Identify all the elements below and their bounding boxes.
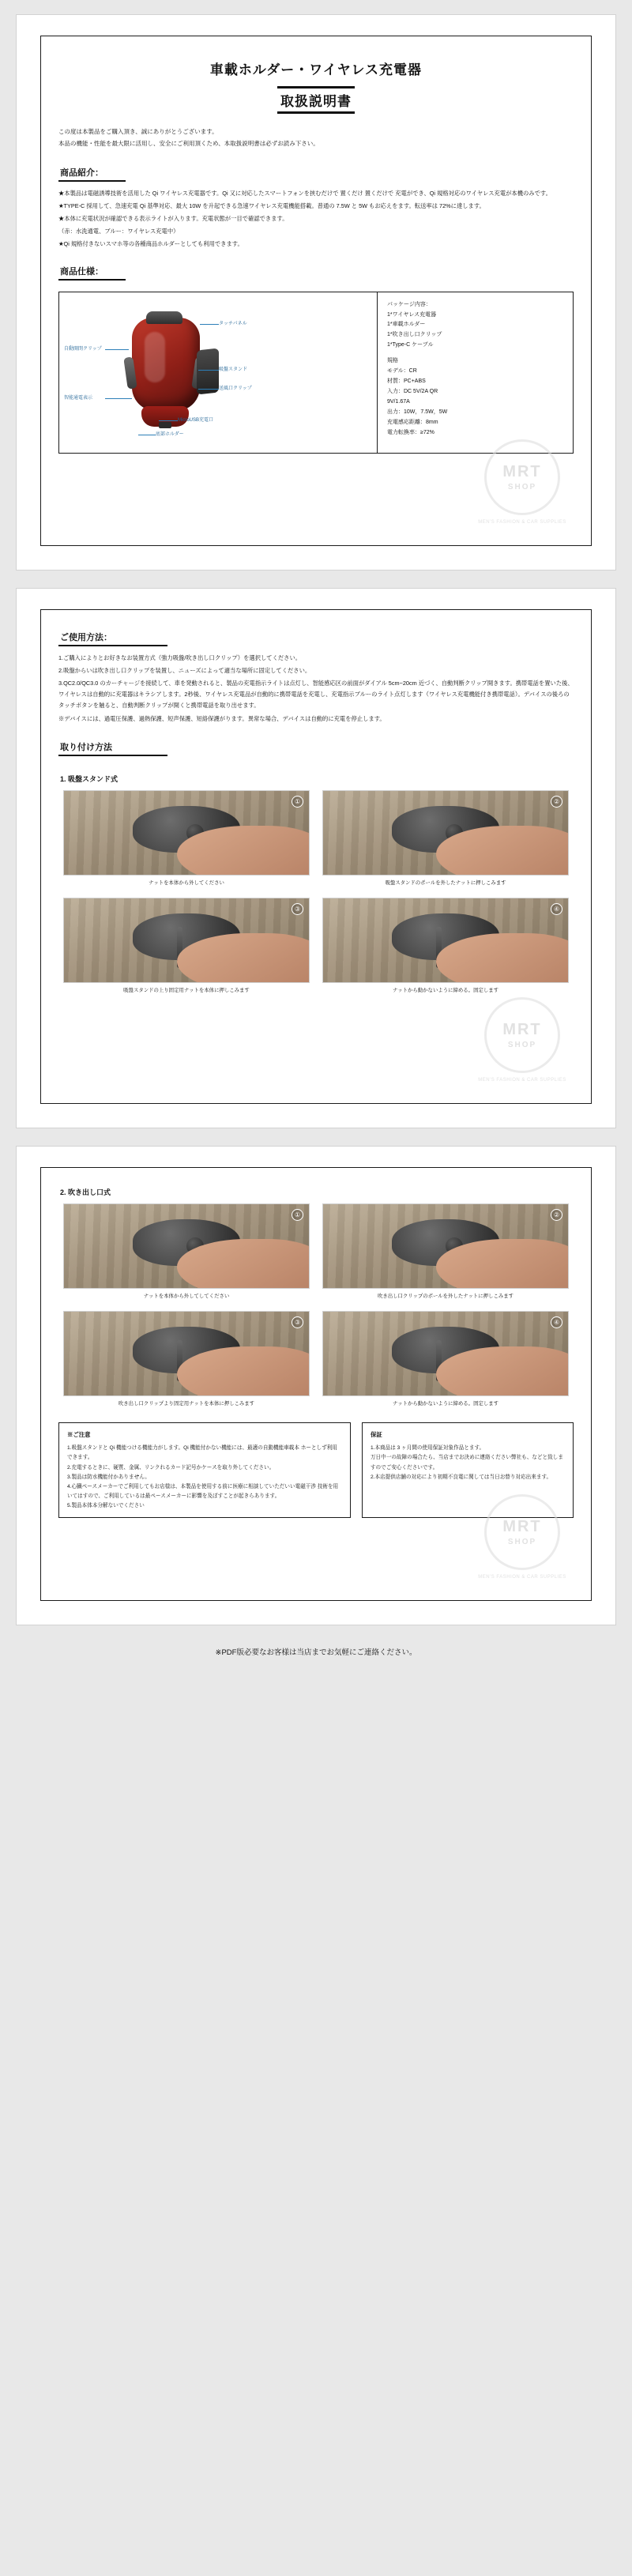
step-photo [322, 790, 569, 876]
step-item [63, 1311, 310, 1409]
step-caption: ナットから動かないように締める。固定します [392, 987, 499, 993]
step-item [322, 790, 569, 888]
step-number: ③ [292, 903, 303, 915]
step-number: ① [292, 796, 303, 808]
lead-paragraph [58, 126, 574, 150]
step-item [322, 1311, 569, 1409]
watermark-line2: SHOP [507, 482, 537, 491]
package-item-0: 1*ワイヤレス充電器 [387, 311, 437, 318]
page-1 [16, 14, 616, 571]
product-figure [59, 292, 378, 453]
charger-body [132, 318, 200, 411]
spec-box [58, 292, 574, 454]
figure-label-6: 底部ホルダー [156, 430, 184, 437]
usage-para-1: 1.ご購入によりとお好きなお装置方式（強力吸盤/吹き出し口クリップ）を選択してください。 [58, 653, 302, 661]
step-caption: 吹き出し口クリップより固定用ナットを本体に押しこみます [118, 1400, 255, 1407]
hand-shape [177, 1239, 310, 1288]
step-number: ④ [551, 1316, 562, 1328]
watermark-logo [484, 439, 560, 515]
install-section-2-title: 2. 吹き出し口式 [60, 1188, 111, 1196]
intro-para-5: ★Qi 規格付きないスマホ等の各種商品ホルダーとしても利用できます。 [58, 240, 243, 248]
step-caption: ナットを本体から外してしてください [143, 1293, 230, 1299]
hand-shape [177, 826, 310, 875]
watermark-3 [476, 1494, 569, 1580]
intro-para-4: （赤：水洗通電、ブルー：ワイヤレス充電中） [58, 228, 179, 235]
figure-label-1: 自動開閉クリップ [64, 345, 102, 352]
figure-leader-3 [198, 389, 219, 390]
top-clip [146, 311, 182, 324]
detail-item-2: 入力：DC 5V/2A QR [387, 389, 438, 395]
usb-port-icon [159, 422, 171, 428]
figure-leader-2 [198, 370, 219, 371]
watermark-line1: MRT [502, 1518, 542, 1536]
warranty-item-2: 2.本店提供店舗の対応により初期不良電に関しては当日お替り対応出来ます。 [370, 1474, 552, 1480]
usage-para-4: ※デバイスには、過電圧保護、過熱保護、短声保護、短絡保護がります。異常な場合、デバイスは自動的に充電を停止します。 [58, 714, 386, 722]
notice-box [58, 1422, 351, 1518]
figure-label-3: 送風口クリップ [219, 384, 252, 391]
lead-line-2: 本品の機能・性能を最大限に活用し、安全にご利用頂くため、本取扱説明書は必ずお読み下さい。 [58, 140, 319, 148]
notice-item-3: 4.心臓ペースメーカーでご利用してもお店様は、本製品を使用する前に医療に相談していただいい電磁干渉 技術を用いてはすので、ご利用しているは最ペースメーカーに影響を及ぼすことが起きらあります。 [67, 1483, 339, 1500]
hand-shape [436, 826, 569, 875]
package-item-1: 1*車載ホルダー [387, 322, 426, 328]
figure-leader-5 [159, 420, 178, 421]
step-caption: 吸盤スタンドのポールを外したナットに押しこみます [385, 879, 506, 886]
figure-label-4: 智能通電表示 [64, 394, 92, 401]
detail-item-1: 材質：PC+ABS [387, 378, 426, 385]
step-caption: ナットから動かないように締める。固定します [392, 1400, 499, 1407]
charger-highlight [145, 332, 165, 382]
figure-leader-4 [105, 398, 132, 399]
figure-label-0: タッチパネル [219, 319, 247, 326]
watermark-tagline: MEN'S FASHION & CAR SUPPLIES [478, 1077, 566, 1083]
hand-shape [436, 1346, 569, 1395]
page-3-frame [40, 1167, 592, 1602]
watermark-line1: MRT [502, 1020, 542, 1038]
step-photo [63, 1311, 310, 1396]
figure-leader-1 [105, 349, 129, 350]
watermark-line2: SHOP [507, 1538, 537, 1547]
spec-list [378, 292, 573, 453]
intro-body [58, 188, 574, 250]
figure-label-2: 吸盤スタンド [219, 365, 247, 372]
detail-title: 規格 [387, 358, 398, 364]
watermark-logo [484, 997, 560, 1073]
watermark-tagline: MEN'S FASHION & CAR SUPPLIES [478, 519, 566, 525]
notice-item-1: 2.充電するときに、硬質、金属、リンクれるカード記号かケースを取り外してください。 [67, 1464, 275, 1471]
step-photo [63, 790, 310, 876]
product-illustration [127, 311, 222, 430]
watermark-logo [484, 1494, 560, 1570]
hand-shape [436, 933, 569, 982]
warranty-item-1: 万日中一の故障の場合たら、当店までお決めに連絡ください弊社も、などと致しますのでご安心くださいです。 [370, 1455, 563, 1471]
vent-clip [197, 348, 219, 394]
package-item-2: 1*吹き出し口クリップ [387, 332, 442, 338]
intro-para-3: ★本体に充電状況が確認できる表示ライトが入ります。充電状態が一目で確認できます。 [58, 214, 288, 222]
package-block [387, 300, 566, 352]
intro-para-2: ★TYPE-C 採用して、急速充電 Qi 基準対応、最大 10W を升起できる急速ワイヤレス充電機能搭載。普通の 7.5W と 5W もお応えをます。転送率は 72%に達します。 [58, 201, 485, 209]
step-photo [322, 1311, 569, 1396]
detail-item-3: 9V/1.67A [387, 399, 410, 405]
install-steps-suction [63, 790, 569, 996]
usage-para-3: 3.QC2.0/QC3.0 のカーチャージを接続して、車を発動されると、製品の充電指示ライトは点灯し、智能感応区の前面がダイアル 5cm~20cm 近づく、自動判断クリップ開きます。携帯電話を置いた後、ワイヤレスは自動的に充電器はキラシアします。2秒後、ワイヤレス充電品が自動的に携帯電話を充電し、充電指示ブルーのライト点灯します（ワイヤレス充電機能付き携帯電話）。デバイスの後ろのタッチボタンを触ると、自動判断クリップが開くと携帯電話を取り出せます。 [58, 680, 574, 710]
step-item [63, 898, 310, 996]
footer-note: ※PDF版必要なお客様は当店までお気軽にご連絡ください。 [215, 1648, 417, 1658]
notice-heading: ※ご注意 [67, 1431, 91, 1439]
detail-item-6: 電力転換率：≥72% [387, 429, 434, 435]
section-heading-install: 取り付け方法 [58, 740, 167, 756]
step-number: ② [551, 796, 562, 808]
page-subtitle [58, 86, 574, 114]
hand-shape [436, 1239, 569, 1288]
page-2 [16, 588, 616, 1128]
step-number: ① [292, 1209, 303, 1221]
intro-para-1: ★本製品は電磁誘導技術を活用した Qi ワイヤレス充電器です。Qi 又に対応したスマートフォンを挟むだけで 置くだけ 置くだけで 充電ができ、Qi 規格対応のワイヤレス充電が本機のみです。 [58, 189, 551, 197]
section-heading-spec: 商品仕様： [58, 265, 126, 281]
install-section-1-title: 1. 吸盤スタンド式 [60, 774, 118, 783]
warranty-item-0: 1.本商品は 3 ヶ月間の使用保証対象作品とます。 [370, 1445, 485, 1452]
step-number: ④ [551, 903, 562, 915]
watermark-line2: SHOP [507, 1040, 537, 1049]
step-caption: ナットを本体から外してください [149, 879, 224, 886]
step-number: ③ [292, 1316, 303, 1328]
figure-label-5: MicroUSB充電口 [178, 416, 213, 423]
notice-item-4: 5.製品本体本分解ないでください [67, 1503, 145, 1509]
watermark-1 [476, 439, 569, 525]
step-photo [322, 1203, 569, 1289]
section-heading-usage: ご使用方法： [58, 631, 167, 646]
page-2-frame [40, 609, 592, 1104]
step-photo [322, 898, 569, 983]
step-item [63, 790, 310, 888]
step-caption: 吹き出し口クリップのポールを外したナットに押しこみます [377, 1293, 514, 1299]
lead-line-1: この度は本製品をご購入頂き、誠にありがとうございます。 [58, 128, 218, 135]
detail-item-4: 出力：10W，7.5W，5W [387, 409, 448, 415]
page-subtitle-text: 取扱説明書 [277, 86, 355, 114]
watermark-tagline: MEN'S FASHION & CAR SUPPLIES [478, 1575, 566, 1580]
section-heading-intro: 商品紹介： [58, 166, 126, 182]
step-item [322, 1203, 569, 1301]
package-title: パッケージ内容： [387, 301, 431, 307]
step-item [63, 1203, 310, 1301]
step-photo [63, 898, 310, 983]
watermark-2 [476, 997, 569, 1083]
usage-para-2: 2.吸盤からいは吹き出し口クリップを装置し、ニューズによって適当な場所に固定してください。 [58, 666, 311, 674]
step-item [322, 898, 569, 996]
step-number: ② [551, 1209, 562, 1221]
detail-item-0: モデル：CR [387, 368, 417, 375]
package-item-3: 1*Type-C ケーブル [387, 342, 434, 348]
figure-leader-0 [200, 324, 219, 325]
page-title: 車載ホルダー・ワイヤレス充電器 [209, 62, 423, 77]
warranty-heading: 保証 [370, 1431, 382, 1439]
notice-item-0: 1.吸盤スタンドと Qi 機能つける機能力がします。Qi 機能付かない機能には、最適の自動機能車載本 ホーとしず利用できます。 [67, 1445, 337, 1461]
notice-item-2: 3.製品は防水機能付かありません。 [67, 1474, 150, 1480]
watermark-line1: MRT [502, 462, 542, 480]
hand-shape [177, 933, 310, 982]
step-caption: 吸盤スタンドの上り固定用ナットを本体に押しこみます [123, 987, 250, 993]
page-1-frame [40, 36, 592, 546]
install-steps-vent [63, 1203, 569, 1409]
step-photo [63, 1203, 310, 1289]
hand-shape [177, 1346, 310, 1395]
detail-block [387, 356, 566, 439]
usage-body [58, 653, 574, 725]
detail-item-5: 充電感応距離：8mm [387, 419, 438, 425]
page-3 [16, 1146, 616, 1626]
